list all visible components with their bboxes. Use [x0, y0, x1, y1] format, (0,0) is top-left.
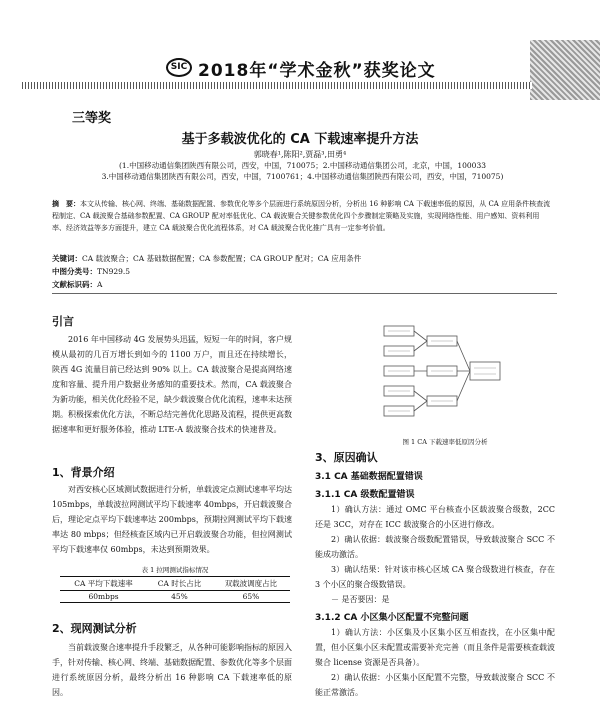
table-header-row — [60, 577, 290, 591]
banner-divider — [22, 82, 532, 89]
prize-level: 三等奖 — [72, 111, 112, 126]
table-header-cell: CA 平均下载速率 — [74, 579, 133, 588]
abstract-label: 摘 要： — [52, 200, 80, 208]
affiliation-line: (1.中国移动通信集团陕西有限公司，西安，中国，710075；2.中国移动通信集团公司，北京，中国，100033 — [119, 161, 486, 170]
basis-paragraph: 2）确认依据：小区集小区配置不完整，导致载波聚合 SCC 不能正常激活。 — [315, 673, 555, 697]
keywords — [52, 253, 361, 264]
diagram-box — [470, 362, 500, 380]
conference-logo: SIC — [166, 58, 192, 77]
keywords-label: 关键词： — [52, 254, 82, 263]
diagram-text-lines — [388, 331, 496, 411]
doc-label: 文献标识码： — [52, 280, 97, 289]
section-1-paragraph: 对西安核心区域测试数据进行分析，单载波定点测试速率平均达 105mbps，单载波拉网测试平均下载速率 40mbps，开启载波聚合后，理论定点平均下载速率达 200mbps，预期拉网测试平均下载速率达 80 mbps；但经核查区域内已开启载波聚合功能，但拉网测试平均下载速率仅 60mbps，未达到预期效果。 — [52, 485, 292, 554]
table-cell: 60mbps — [88, 592, 119, 601]
table-header-cell: CA 时长占比 — [157, 579, 202, 588]
method-paragraph: 1）确认方法：通过 OMC 平台核查小区载波聚合级数，2CC 还是 3CC，对存在 ICC 载波聚合的小区进行修改。 — [315, 505, 555, 529]
basis-paragraph: 2）确认依据：载波聚合级数配置错误，导致载波聚合 SCC 不能成功激活。 — [315, 535, 555, 559]
table-row — [60, 591, 290, 603]
table-cell: 65% — [242, 592, 260, 601]
clc-value: TN929.5 — [97, 267, 131, 276]
intro-heading: 引言 — [52, 315, 74, 328]
banner-title: 2018年“学术金秋”获奖论文 — [198, 61, 436, 81]
subsection-3-1-heading: 3.1 CA 基础数据配置错误 — [315, 472, 423, 482]
corner-decoration — [530, 40, 600, 100]
doc-value: A — [97, 280, 103, 289]
section-3-heading: 3、原因确认 — [315, 451, 378, 464]
paper-authors: 郭晓春¹,陈阳²,贾磊³,田勇⁴ — [253, 150, 347, 159]
table-header-cell: 双载波调度占比 — [224, 579, 278, 588]
affiliation-line: 3.中国移动通信集团陕西有限公司，西安，中国，7100761；4.中国移动通信集团陕西有限公司，西安，中国，710075) — [101, 172, 504, 181]
document-code — [52, 279, 102, 290]
front-matter-divider — [52, 293, 557, 294]
clc-label: 中图分类号： — [52, 267, 97, 276]
section-1-heading: 1、背景介绍 — [52, 466, 115, 479]
abstract — [52, 198, 552, 234]
result-paragraph: 3）确认结果：针对该市核心区域 CA 聚合级数进行核查，存在 3 个小区的聚合级数错误。 — [315, 565, 555, 589]
cause-analysis-diagram — [382, 322, 502, 432]
abstract-text: 本文从传输、核心网、终端、基础数据配置、参数优化等多个层面进行系统原因分析，分析出 16 种影响 CA 下载速率低的原因，从 CA 应用条件核查流程制定、CA 载波聚合基础参数配置、CA GROUP 配对率低优化、CA 载波聚合关键参数优化四个步骤制定策略及实施，实现网络性能、用户感知、资料利用率、经济效益等多方面提升，建立 CA 载波聚合优化流程体系，对 CA 载波聚合优化推广具有一定参考价值。 — [52, 200, 551, 232]
clc-number — [52, 266, 130, 277]
paper-title: 基于多载波优化的 CA 下载速率提升方法 — [181, 132, 419, 147]
figure-caption: 图 1 CA 下载速率低原因分析 — [402, 438, 488, 446]
section-2-heading: 2、现网测试分析 — [52, 622, 137, 635]
intro-paragraph: 2016 年中国移动 4G 发展势头迅猛，短短一年的时间，客户规模从最初的几百万增长到如今的 1100 万户，而且还在持续增长，陕西 4G 流量目前已经达到 90% 以上。CA 载波聚合是提高网络速度和容量、提升用户数据业务感知的重要技术。然而，CA 载波聚合为新功能，相关优化经验不足，缺少载波聚合优化流程，速率未达预期。积极探索优化方法，不断总结完善优化思路及流程，提供更高数据速率和更好服务体验，推动 LTE-A 载波聚合技术的快速普及。 — [52, 335, 292, 434]
method-paragraph: 1）确认方法：小区集及小区集小区互相查找，在小区集中配置，但小区集小区未配置或需要补充完善（而且条件是需要核查载波聚合 license 资源是否具备）。 — [315, 628, 555, 667]
test-results-table — [60, 565, 290, 603]
table-cell: 45% — [171, 592, 188, 601]
table — [60, 576, 290, 603]
keywords-text: CA 载波聚合；CA 基础数据配置；CA 参数配置；CA GROUP 配对；CA 应用条件 — [82, 254, 362, 263]
section-2-paragraph: 当前载波聚合速率提升手段繁乏，从各种可能影响指标的原因入手，针对传输、核心网、终端、基础数据配置、参数优化等多个层面进行系统原因分析，最终分析出 16 种影响 CA 下载速率低的原因。 — [52, 643, 292, 697]
conclusion-line: － 是否要因：是 — [331, 595, 390, 604]
table-caption: 表 1 拉网测试指标情况 — [141, 566, 209, 574]
subsection-3-1-2-heading: 3.1.2 CA 小区集小区配置不完整问题 — [315, 613, 469, 623]
affiliations — [30, 160, 575, 182]
subsection-3-1-1-heading: 3.1.1 CA 级数配置错误 — [315, 490, 415, 500]
